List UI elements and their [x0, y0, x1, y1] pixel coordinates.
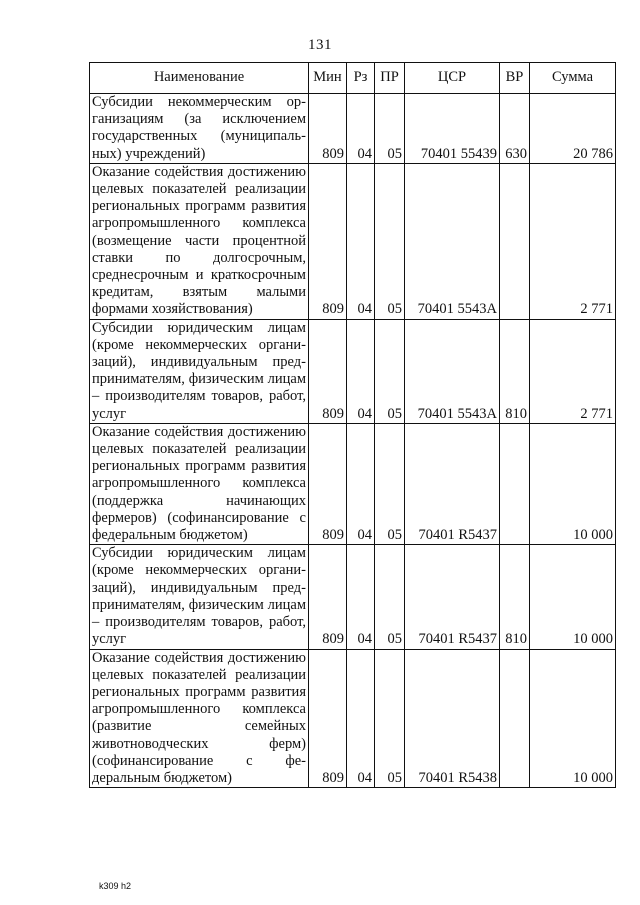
row-sum: 10 000 [530, 423, 616, 544]
budget-table [89, 62, 616, 788]
header-csr: ЦСР [405, 63, 500, 94]
row-name: Оказание содействия достижению целевых показателей реализации региональных программ развития агропромышленного комплекса (развитие семейных животноводческих ферм) (софинансирование с федеральным бюджетом) [90, 649, 309, 788]
row-min: 809 [309, 649, 347, 788]
row-name: Субсидии юридическим лицам (кроме некоммерческих организаций), индивидуальным предпринимателям, физическим лицам – производителям товаров, работ, услуг [90, 319, 309, 423]
row-vr: 810 [500, 545, 530, 649]
row-min: 809 [309, 94, 347, 164]
row-csr: 70401 55439 [405, 94, 500, 164]
row-pr: 05 [375, 319, 405, 423]
row-rz: 04 [347, 94, 375, 164]
row-min: 809 [309, 319, 347, 423]
row-pr: 05 [375, 94, 405, 164]
row-min: 809 [309, 163, 347, 319]
row-sum: 10 000 [530, 649, 616, 788]
row-csr: 70401 R5437 [405, 545, 500, 649]
row-min: 809 [309, 545, 347, 649]
table-row [90, 94, 616, 164]
row-sum: 20 786 [530, 94, 616, 164]
row-name: Субсидии некоммерческим организациям (за исключением государственных (муниципальных) учреждений) [90, 94, 309, 164]
row-sum: 2 771 [530, 319, 616, 423]
row-pr: 05 [375, 163, 405, 319]
row-vr [500, 163, 530, 319]
row-rz: 04 [347, 319, 375, 423]
header-pr: ПР [375, 63, 405, 94]
row-name: Оказание содействия достижению целевых показателей реализации региональных программ развития агропромышленного комплекса (поддержка начинающих фермеров) (софинансирование с федеральным бюджетом) [90, 423, 309, 544]
row-name: Оказание содействия достижению целевых показателей реализации региональных программ развития агропромышленного комплекса (возмещение части процентной ставки по долгосрочным, среднесрочным и краткосрочным кредитам, взятым малыми формами хозяйствования) [90, 163, 309, 319]
row-csr: 70401 5543А [405, 319, 500, 423]
table-row [90, 163, 616, 319]
row-min: 809 [309, 423, 347, 544]
row-csr: 70401 R5437 [405, 423, 500, 544]
table-row [90, 649, 616, 788]
row-rz: 04 [347, 649, 375, 788]
row-sum: 2 771 [530, 163, 616, 319]
table-row [90, 545, 616, 649]
row-sum: 10 000 [530, 545, 616, 649]
row-vr [500, 423, 530, 544]
table-header-row [90, 63, 616, 94]
row-vr: 630 [500, 94, 530, 164]
row-vr: 810 [500, 319, 530, 423]
header-min: Мин [309, 63, 347, 94]
row-pr: 05 [375, 649, 405, 788]
row-rz: 04 [347, 163, 375, 319]
header-rz: Рз [347, 63, 375, 94]
row-vr [500, 649, 530, 788]
row-name: Субсидии юридическим лицам (кроме некоммерческих организаций), индивидуальным предпринимателям, физическим лицам – производителям товаров, работ, услуг [90, 545, 309, 649]
header-name: Наименование [90, 63, 309, 94]
row-csr: 70401 5543А [405, 163, 500, 319]
page-number: 131 [308, 37, 332, 53]
row-pr: 05 [375, 423, 405, 544]
table-row [90, 423, 616, 544]
header-sum: Сумма [530, 63, 616, 94]
row-rz: 04 [347, 545, 375, 649]
row-csr: 70401 R5438 [405, 649, 500, 788]
table-row [90, 319, 616, 423]
row-rz: 04 [347, 423, 375, 544]
footer-code: k309 h2 [99, 881, 132, 891]
row-pr: 05 [375, 545, 405, 649]
header-vr: ВР [500, 63, 530, 94]
